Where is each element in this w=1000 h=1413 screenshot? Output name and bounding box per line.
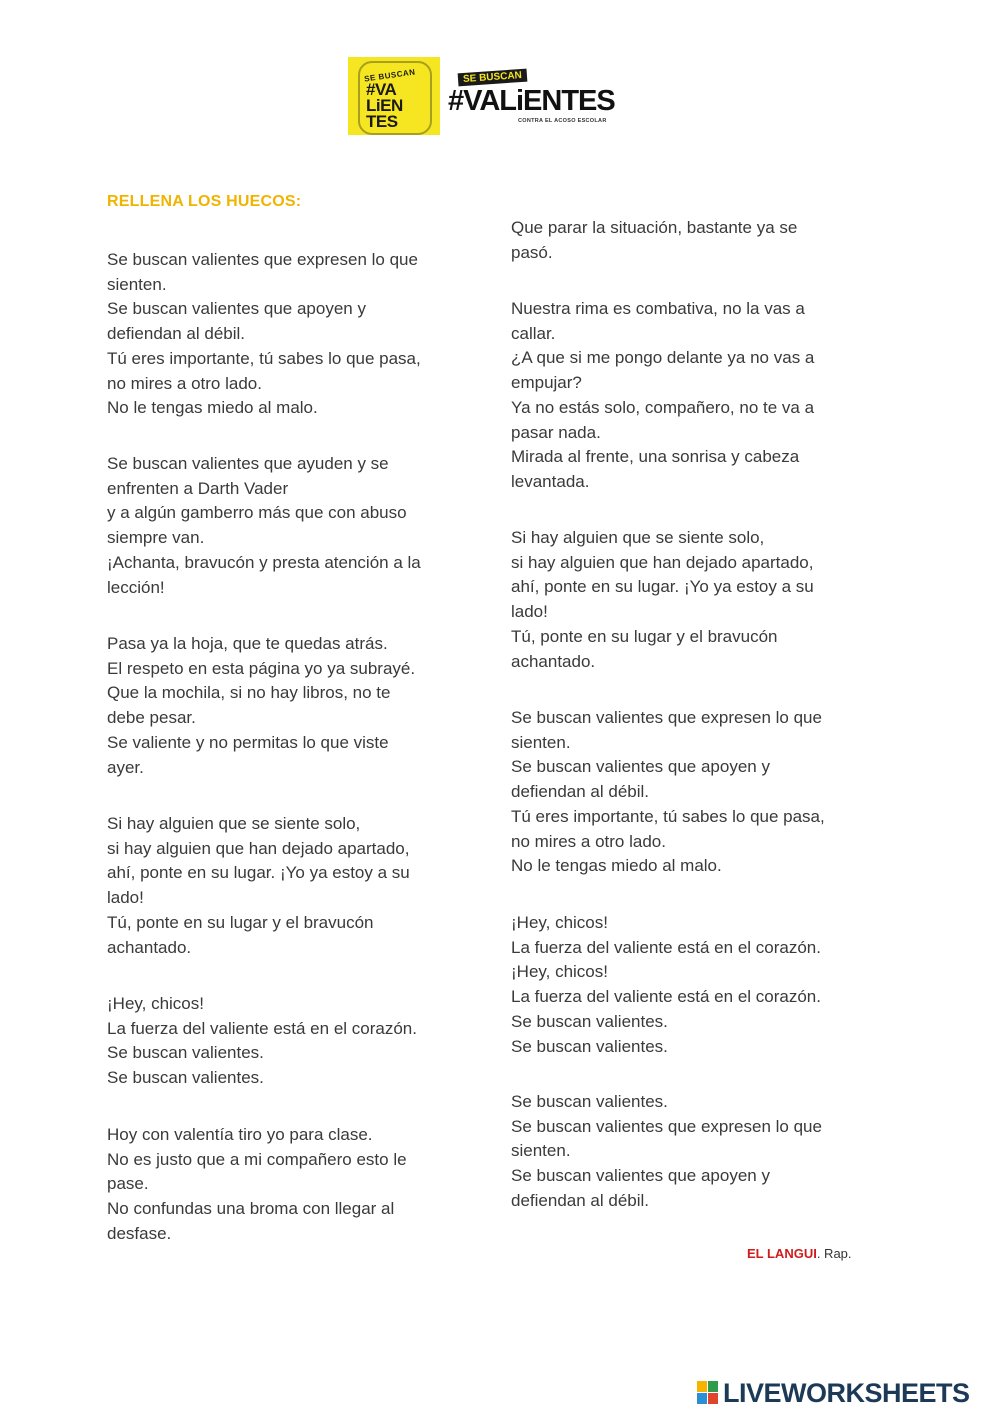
lyrics-line: Tú eres importante, tú sabes lo que pasa,: [107, 348, 421, 368]
lyrics-line: Se buscan valientes.: [107, 1068, 264, 1088]
lyrics-line: No le tengas miedo al malo.: [107, 398, 318, 418]
lyrics-line: ¡Achanta, bravucón y presta atención a la: [107, 552, 421, 572]
lyrics-line: Tú eres importante, tú sabes lo que pasa,: [511, 806, 825, 826]
lyrics-line: No confundas una broma con llegar al: [107, 1199, 395, 1219]
lyrics-line: Si hay alguien que se siente solo,: [107, 814, 361, 833]
lyrics-line: ¡Hey, chicos!: [511, 962, 608, 982]
lyrics-line: Tú, ponte en su lugar y el bravucón: [511, 626, 778, 646]
lyrics-line: debe pesar.: [107, 708, 196, 728]
lyrics-line: pasó.: [511, 242, 553, 262]
lyrics-line: Se buscan valientes que ayuden y se: [107, 454, 389, 473]
lyrics-line: Nuestra rima es combativa, no la vas a: [511, 299, 805, 318]
lyrics-stanza: [511, 911, 821, 1059]
lyrics-line: y a algún gamberro más que con abuso: [107, 503, 407, 523]
logo-subtitle: CONTRA EL ACOSO ESCOLAR: [518, 118, 607, 124]
lyrics-line: No le tengas miedo al malo.: [511, 856, 722, 876]
lyrics-line: achantado.: [107, 937, 192, 957]
lyrics-line: si hay alguien que han dejado apartado,: [511, 552, 814, 572]
lyrics-line: Se buscan valientes que expresen lo que: [511, 708, 822, 727]
logo-square-tag: SE BUSCAN: [363, 67, 417, 84]
logo-square-line: TES: [366, 112, 398, 131]
lyrics-line: achantado.: [511, 651, 596, 671]
valientes-logo: [348, 57, 615, 137]
lyrics-line: si hay alguien que han dejado apartado,: [107, 838, 410, 858]
credit-genre: . Rap.: [816, 1246, 852, 1261]
lyrics-stanza: [511, 1090, 822, 1214]
logo-tag: SE BUSCAN: [458, 69, 528, 87]
worksheet-heading: RELLENA LOS HUECOS:: [107, 193, 302, 210]
lyrics-line: Mirada al frente, una sonrisa y cabeza: [511, 447, 800, 467]
liveworksheets-cubes-icon: [697, 1381, 719, 1405]
lyrics-line: Se valiente y no permitas lo que viste: [107, 732, 389, 752]
lyrics-line: defiendan al débil.: [511, 782, 650, 802]
lyrics-line: levantada.: [511, 471, 590, 491]
cube-icon: [697, 1393, 707, 1404]
lyrics-line: Se buscan valientes que apoyen y: [107, 299, 366, 319]
lyrics-line: Hoy con valentía tiro yo para clase.: [107, 1125, 373, 1144]
lyrics-line: ayer.: [107, 757, 144, 777]
lyrics-stanza: [107, 248, 421, 421]
song-credit: [747, 1246, 852, 1261]
lyrics-line: ¡Hey, chicos!: [511, 913, 608, 932]
logo-square-line: #VA: [366, 80, 397, 99]
lyrics-line: lado!: [511, 602, 548, 622]
lyrics-stanza: [511, 706, 825, 879]
lyrics-line: Tú, ponte en su lugar y el bravucón: [107, 912, 374, 932]
lyrics-stanza: [511, 526, 814, 674]
lyrics-line: siempre van.: [107, 528, 205, 548]
lyrics-line: El respeto en esta página yo ya subrayé.: [107, 658, 416, 678]
lyrics-line: ahí, ponte en su lugar. ¡Yo ya estoy a su: [511, 577, 814, 597]
lyrics-stanza: [511, 216, 797, 265]
lyrics-line: pasar nada.: [511, 422, 601, 442]
lyrics-line: ¡Hey, chicos!: [107, 994, 204, 1013]
lyrics-line: callar.: [511, 323, 556, 343]
lyrics-line: Se buscan valientes que expresen lo que: [511, 1116, 822, 1136]
lyrics-line: La fuerza del valiente está en el corazón.: [511, 937, 821, 957]
lyrics-line: sienten.: [511, 1141, 571, 1161]
lyrics-line: lección!: [107, 577, 165, 597]
cube-icon: [697, 1381, 707, 1392]
lyrics-stanza: [107, 452, 421, 600]
lyrics-line: defiendan al débil.: [107, 324, 246, 344]
lyrics-line: No es justo que a mi compañero esto le: [107, 1149, 407, 1169]
lyrics-stanza: [511, 297, 814, 495]
logo-wordmark: #VALiENTES: [448, 85, 615, 117]
lyrics-line: sienten.: [107, 274, 167, 294]
liveworksheets-brand[interactable]: [697, 1378, 993, 1408]
backpack-logo-square: [348, 57, 440, 135]
lyrics-line: sienten.: [511, 732, 571, 752]
cube-icon: [708, 1381, 718, 1392]
lyrics-line: Se buscan valientes que apoyen y: [511, 757, 770, 777]
cube-icon: [708, 1393, 718, 1404]
lyrics-line: Se buscan valientes.: [511, 1036, 668, 1056]
lyrics-line: Que parar la situación, bastante ya se: [511, 218, 798, 237]
lyrics-stanza: [107, 812, 410, 960]
liveworksheets-wordmark: LIVEWORKSHEETS: [723, 1378, 970, 1408]
lyrics-line: defiendan al débil.: [511, 1190, 650, 1210]
logo-square-line: LiEN: [366, 96, 403, 115]
lyrics-line: pase.: [107, 1174, 149, 1194]
lyrics-line: no mires a otro lado.: [511, 831, 666, 851]
lyrics-stanza: [107, 632, 415, 780]
lyrics-line: empujar?: [511, 373, 582, 393]
lyrics-stanza: [107, 992, 417, 1091]
lyrics-line: La fuerza del valiente está en el corazón.: [511, 987, 821, 1007]
lyrics-line: Pasa ya la hoja, que te quedas atrás.: [107, 634, 388, 653]
lyrics-line: desfase.: [107, 1223, 172, 1243]
credit-author: EL LANGUI: [747, 1246, 817, 1261]
lyrics-line: La fuerza del valiente está en el corazón.: [107, 1018, 417, 1038]
lyrics-line: Si hay alguien que se siente solo,: [511, 528, 765, 547]
lyrics-line: Se buscan valientes que expresen lo que: [107, 250, 418, 269]
lyrics-line: ahí, ponte en su lugar. ¡Yo ya estoy a su: [107, 863, 410, 883]
lyrics-stanza: [107, 1123, 407, 1247]
lyrics-line: Que la mochila, si no hay libros, no te: [107, 683, 391, 703]
lyrics-line: Se buscan valientes.: [107, 1043, 264, 1063]
lyrics-line: enfrenten a Darth Vader: [107, 478, 289, 498]
lyrics-line: Se buscan valientes que apoyen y: [511, 1166, 770, 1186]
lyrics-line: Se buscan valientes.: [511, 1092, 668, 1111]
lyrics-line: no mires a otro lado.: [107, 373, 262, 393]
lyrics-line: Ya no estás solo, compañero, no te va a: [511, 397, 815, 417]
lyrics-line: Se buscan valientes.: [511, 1011, 668, 1031]
lyrics-line: lado!: [107, 888, 144, 908]
lyrics-line: ¿A que si me pongo delante ya no vas a: [511, 348, 815, 368]
